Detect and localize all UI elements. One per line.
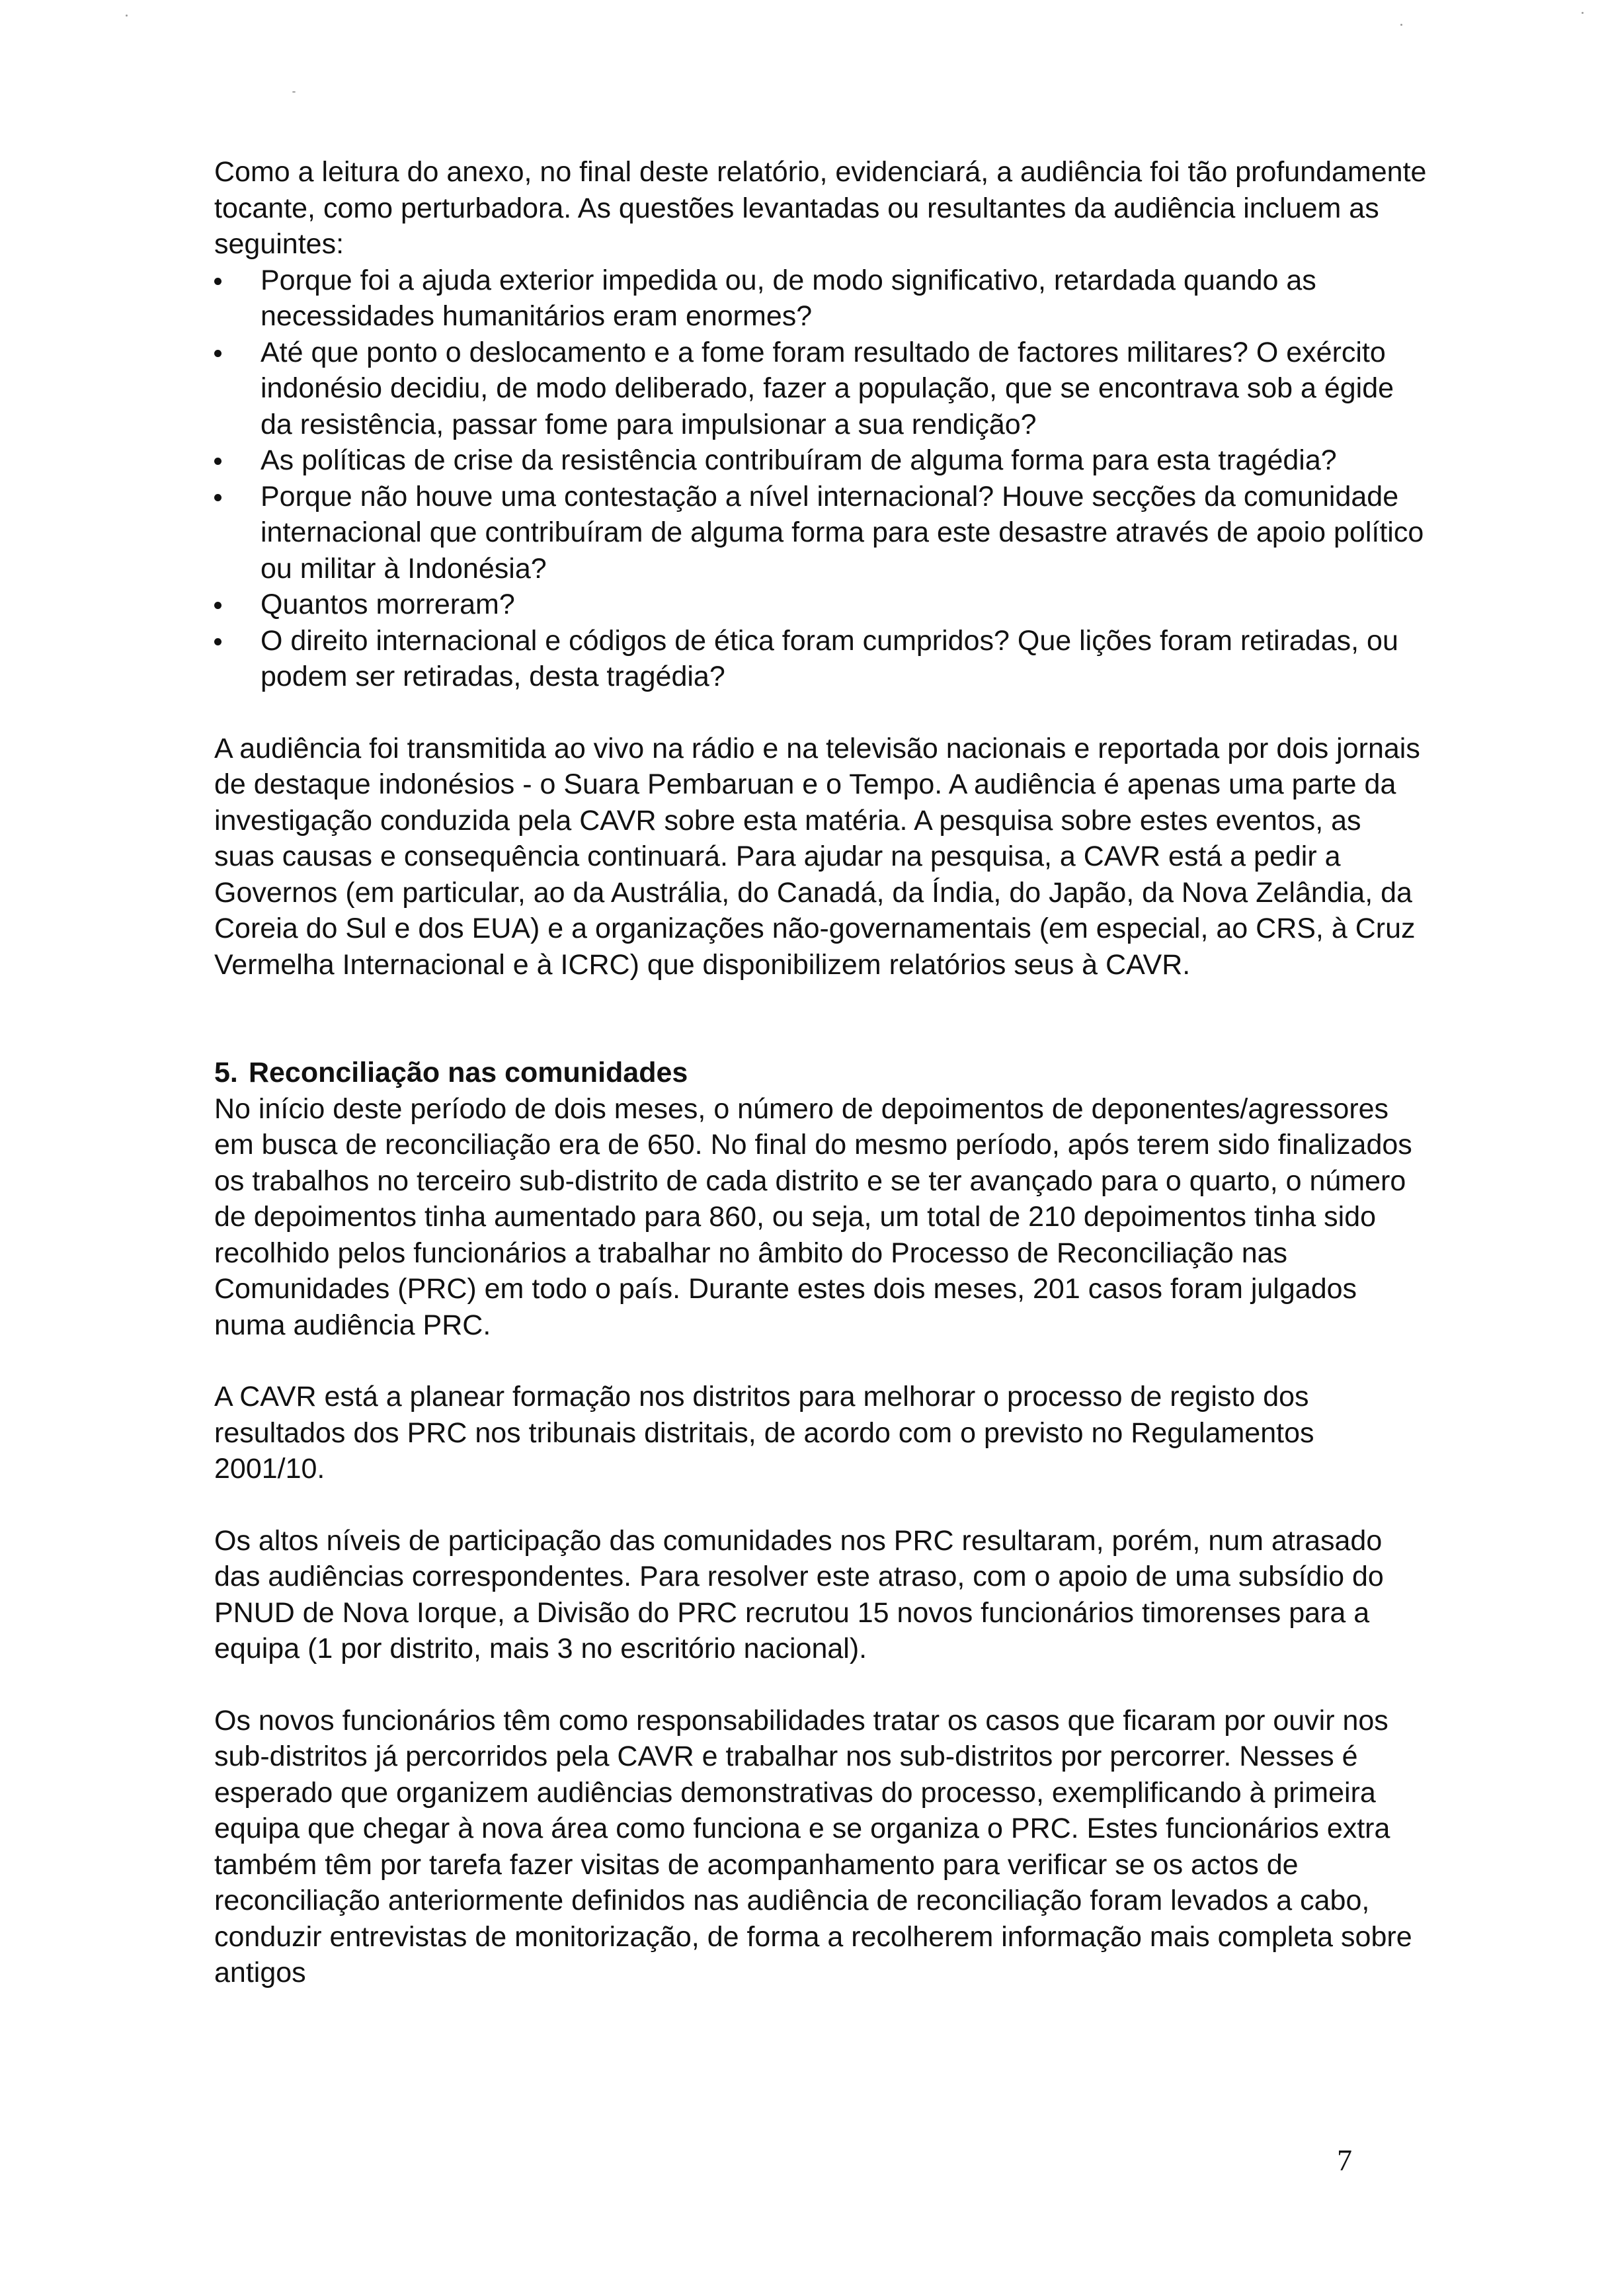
broadcast-paragraph: A audiência foi transmitida ao vivo na rádio e na televisão nacionais e reportada por dois jornais de destaque indonésios - o Suara Pembaruan e o Tempo. A audiência é apenas uma parte da investigação conduzida pela CAVR sobre esta matéria. A pesquisa sobre estes eventos, as suas causas e consequência continuará. Para ajudar na pesquisa, a CAVR está a pedir a Governos (em particular, ao da Austrália, do Canadá, da Índia, do Japão, da Nova Zelândia, da Coreia do Sul e dos EUA) e a organizações não-governamentais (em especial, ao CRS, à Cruz Vermelha Internacional e à ICRC) que disponibilizem relatórios seus à CAVR. [214, 732, 1420, 981]
page-number: 7 [1337, 2143, 1352, 2177]
list-item-text: O direito internacional e códigos de ética foram cumpridos? Que lições foram retiradas, ou podem ser retiradas, desta tragédia? [261, 624, 1398, 692]
list-item-text: Quantos morreram? [261, 589, 515, 620]
scan-speck [126, 15, 128, 17]
list-item [214, 623, 1428, 695]
bullet-icon [214, 602, 221, 609]
section-number: 5. [214, 1057, 238, 1088]
question-list [214, 263, 1428, 695]
bullet-icon [214, 494, 221, 501]
list-item [214, 263, 1428, 335]
section-heading [214, 1055, 1428, 1091]
list-item-text: Porque não houve uma contestação a nível internacional? Houve secções da comunidade internacional que contribuíram de alguma forma para este desastre através de apoio político ou militar à Indonésia? [261, 480, 1424, 585]
list-item [214, 442, 1428, 479]
reconciliation-paragraph: No início deste período de dois meses, o número de depoimentos de deponentes/agressores em busca de reconciliação era de 650. No final do mesmo período, após terem sido finalizados os trabalhos no terceiro sub-distrito de cada distrito e se ter avançado para o quarto, o número de depoimentos tinha aumentado para 860, ou seja, um total de 210 depoimentos tinha sido recolhido pelos funcionários a trabalhar no âmbito do Processo de Reconciliação nas Comunidades (PRC) em todo o país. Durante estes dois meses, 201 casos foram julgados numa audiência PRC. [214, 1092, 1412, 1341]
document-body [214, 154, 1428, 1991]
paragraph-spacer [214, 1487, 1428, 1523]
section-spacer [214, 983, 1428, 1055]
bullet-icon [214, 278, 221, 285]
section-title: Reconciliação nas comunidades [248, 1057, 688, 1088]
new-staff-paragraph: Os novos funcionários têm como responsabilidades tratar os casos que ficaram por ouvir nos sub-distritos já percorridos pela CAVR e trabalhar nos sub-distritos por percorrer. Nesses é esperado que organizem audiências demonstrativas do processo, exemplificando à primeira equipa que chegar à nova área como funciona e se organiza o PRC. Estes funcionários extra também têm por tarefa fazer visitas de acompanhamento para verificar se os actos de reconciliação anteriormente definidos nas audiência de reconciliação foram levados a cabo, conduzir entrevistas de monitorização, de forma a recolherem informação mais completa sobre antigos [214, 1704, 1412, 1988]
list-item-text: As políticas de crise da resistência contribuíram de alguma forma para esta tragédia? [261, 444, 1337, 476]
scan-speck [1582, 12, 1584, 14]
participation-paragraph: Os altos níveis de participação das comunidades nos PRC resultaram, porém, num atrasado das audiências correspondentes. Para resolver este atraso, com o apoio de uma subsídio do PNUD de Nova Iorque, a Divisão do PRC recrutou 15 novos funcionários timorenses para a equipa (1 por distrito, mais 3 no escritório nacional). [214, 1524, 1384, 1664]
paragraph-spacer [214, 695, 1428, 731]
scan-speck [1400, 24, 1402, 26]
scan-speck [292, 91, 296, 93]
bullet-icon [214, 458, 221, 465]
training-paragraph: A CAVR está a planear formação nos distritos para melhorar o processo de registo dos resultados dos PRC nos tribunais distritais, de acordo com o previsto no Regulamentos 2001/10. [214, 1381, 1314, 1485]
paragraph-spacer [214, 1667, 1428, 1703]
list-item-text: Porque foi a ajuda exterior impedida ou, de modo significativo, retardada quando as necessidades humanitários eram enormes? [261, 264, 1316, 332]
paragraph-spacer [214, 1343, 1428, 1379]
list-item-text: Até que ponto o deslocamento e a fome foram resultado de factores militares? O exército indonésio decidiu, de modo deliberado, fazer a população, que se encontrava sob a égide da resistência, passar fome para impulsionar a sua rendição? [261, 336, 1394, 440]
bullet-icon [214, 638, 221, 645]
list-item [214, 335, 1428, 443]
list-item [214, 479, 1428, 587]
bullet-icon [214, 350, 221, 357]
list-item [214, 587, 1428, 623]
intro-paragraph: Como a leitura do anexo, no final deste relatório, evidenciará, a audiência foi tão profundamente tocante, como perturbadora. As questões levantadas ou resultantes da audiência incluem as seguintes: [214, 156, 1427, 260]
